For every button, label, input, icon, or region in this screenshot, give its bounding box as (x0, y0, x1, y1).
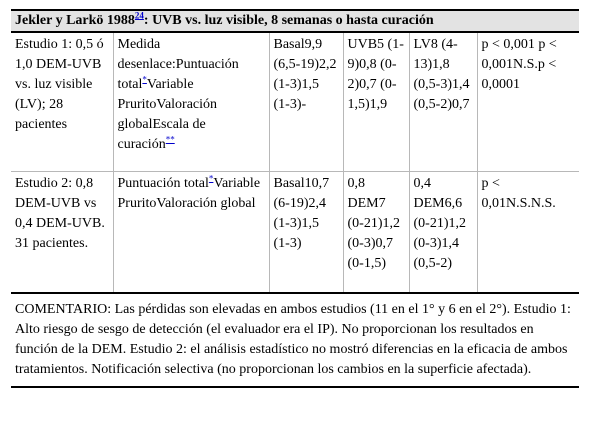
footnote-link[interactable]: ** (165, 134, 175, 145)
pvalue-cell: p < 0,001 p < 0,001N.S.p < 0,0001 (477, 33, 579, 172)
outcome-text: Variable PruritoValoración globalEscala de curación (117, 77, 218, 152)
outcome-cell (113, 33, 269, 172)
outcome-text: Medida desenlace:Puntuación total (117, 37, 239, 92)
footnote-link[interactable]: * (208, 173, 214, 184)
table-title (11, 9, 579, 33)
group2-cell: 0,4 DEM6,6 (0-21)1,2 (0-3)1,4 (0,5-2) (409, 172, 477, 293)
reference-link[interactable]: 24 (134, 10, 144, 21)
group2-cell: LV8 (4-13)1,8 (0,5-3)1,4 (0,5-2)0,7 (409, 33, 477, 172)
table-row (11, 33, 579, 172)
study-cell: Estudio 2: 0,8 DEM-UVB vs 0,4 DEM-UVB. 31 pacientes. (11, 172, 113, 293)
group1-cell: 0,8 DEM7 (0-21)1,2 (0-3)0,7 (0-1,5) (343, 172, 409, 293)
group1-cell: UVB5 (1-9)0,8 (0-2)0,7 (0-1,5)1,9 (343, 33, 409, 172)
table-row (11, 172, 579, 293)
baseline-cell: Basal10,7 (6-19)2,4 (1-3)1,5 (1-3) (269, 172, 343, 293)
results-table (11, 33, 579, 292)
outcome-text: Puntuación total (117, 176, 209, 191)
title-prefix: Jekler y Larkö 1988 (15, 13, 135, 28)
baseline-cell: Basal9,9 (6,5-19)2,2 (1-3)1,5 (1-3)- (269, 33, 343, 172)
outcome-cell (113, 172, 269, 293)
comment-block: COMENTARIO: Las pérdidas son elevadas en ambos estudios (11 en el 1° y 6 en el 2°). Estudio 1: Alto riesgo de sesgo de detección (el evaluador era el IP). No proporcionan los resultados en función de la DEM. Estudio 2: el análisis estadístico no mostró diferencias en la eficacia de ambos tratamientos. Notificación selectiva (no proporcionan los cambios en la superficie afectada). (11, 292, 579, 388)
evidence-table-container (11, 9, 579, 388)
footnote-link[interactable]: * (142, 74, 147, 85)
pvalue-cell: p < 0,01N.S.N.S. (481, 176, 556, 211)
title-suffix: : UVB vs. luz visible, 8 semanas o hasta curación (143, 13, 434, 28)
study-cell: Estudio 1: 0,5 ó 1,0 DEM-UVB vs. luz visible (LV); 28 pacientes (11, 33, 113, 172)
outcome-text: Variable PruritoValoración global (117, 176, 261, 211)
